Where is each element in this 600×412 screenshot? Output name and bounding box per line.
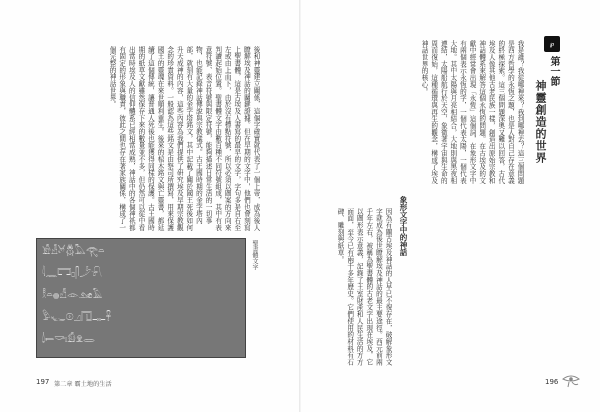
glyph-row: 𓅱𓆑𓇳𓈎𓉔𓊃𓋹 [42, 312, 112, 323]
glyph-row: 𓇋𓈖𓉐𓊪𓋴𓌳𓍯 [42, 268, 103, 279]
image-caption: 聖書體文字 [251, 240, 258, 270]
glyph-row: 𓎛𓏏𓐍𓀭𓁹𓃭𓄿 [42, 290, 103, 301]
chapter-icon: ℘ [549, 40, 555, 48]
eye-of-horus-icon [562, 374, 580, 388]
section-badge: 第一節 [548, 56, 559, 86]
section-title: 神靈創造的世界 [534, 80, 547, 164]
glyph-row: 𓌃𓍿𓎡𓏤𓀁𓁷𓂋 [42, 334, 95, 345]
section-badge-icon-box [544, 36, 560, 52]
subsection-title: 象形文字中的神話 [399, 196, 408, 256]
book-spine [299, 0, 301, 412]
right-page-number: 196 [545, 378, 559, 386]
left-running-head: 第二章 霸土地的生活 [54, 381, 112, 388]
left-page-number: 197 [36, 378, 50, 386]
right-intro-text: 我是誰？我從哪裡來？我到哪裡去？這三個問題是西方哲學的永恆之題，也是人對自己存在意義的終極探索。這三個問題深奧又難以回答，古代埃及人像其他古老民族一樣，創造出原始宗教和神話體系來解答這個永恆的問題。在古埃及的文獻中經常會出現「永恆」這個詞，在象形文字中有兩個表示永恆的字，一個代表太陽，一個代表大地。其中太陽與月亮相結合，大地則與黑夜相連結，太陽船航行於天空，象徵著宇宙與生命的周而復始，這種循環與再生的觀念，構成了埃及神話世界的核心。 [420, 40, 524, 184]
right-sub-text: 因為有關古埃及神話的人早已不復存在，破解象形文字就成為後世瞭解埃及神話的最主要途徑。西元前兩千年左右，被稱為聖書體的古老文字出現在埃及，它以圖形表示意義，記錄了王室財產和人民生活的方方面面，至今已有兩千多年歷史。它們使用的材料有石碑、雕刻與紙草。 [336, 208, 392, 366]
left-body-text: 後和神靈建立關係，這個字確實就代表了一個上帝，成為後人瞭解埃及神話的關鍵證據。但在早期的文字中，他們也會刻寫上聖書體，這是古埃及人書寫的最早的文字，字句多是自右至左或由上而下，由於沒有標點符號，所以必須以圖案的方向來判讀起始位置。聖書體文字由數百種不同符號組成，其中有表意符號、表音符號與限定符號，能夠描述日常生活的一切事物，也能記錄神話傳說與宗教儀式。古王國時期的金字塔內部，就刻有大量的金字塔銘文，其中記載了關於國王死後如何升天成神的內容，這些內容為我們提供了研究埃及早期宗教觀念的珍貴資料。一般認為這些銘文是由祭司所撰寫，用來保護國王的靈魂在來世順利重生。後來的棺木銘文與亡靈書，都延續了這個傳統，讓普通人死後也能獲得同樣的保護。古王國時期的紙草文獻雖然保存下來的數量並不多，但仍然可以從中看出當時埃及人的信仰體系已經相當成熟，神話中的各個神祇都有固定的形象與職責，彼此之間也存在著家族關係，構成了一個完整的神話世界。 [108, 46, 260, 231]
hieroglyph-image [36, 238, 246, 358]
glyph-row: 𓀀𓁐𓃾𓆣𓅓𓂀𓏏 [42, 246, 105, 257]
